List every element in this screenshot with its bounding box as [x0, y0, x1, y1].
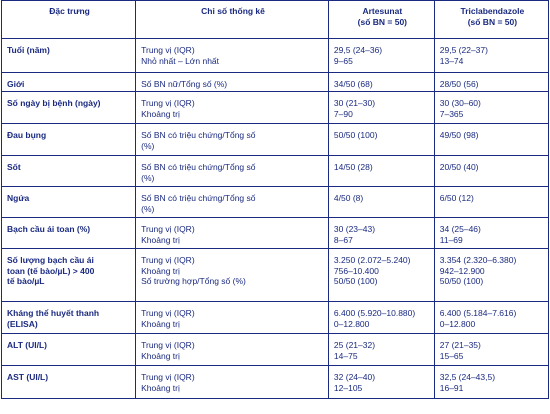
table-row — [2, 334, 549, 366]
stat-cell — [136, 156, 329, 187]
artesunat-cell — [328, 73, 434, 92]
artesunat-cell-line: 32 (24–40) — [333, 372, 376, 382]
triclabendazole-cell-line: 942–12.900 — [439, 265, 485, 276]
feature-cell-line: Sốt — [7, 162, 21, 172]
artesunat-cell — [328, 187, 434, 218]
artesunat-cell-line: 14/50 (28) — [333, 162, 373, 172]
artesunat-cell-line: 6.400 (5.920–10.880) — [333, 308, 416, 318]
characteristics-table — [1, 0, 549, 399]
artesunat-cell-line: 0–12.800 — [333, 318, 370, 329]
header-artesunat: Artesunat (số BN = 50) — [328, 1, 434, 39]
triclabendazole-cell-line: 29,5 (22–37) — [439, 45, 488, 55]
triclabendazole-cell — [434, 366, 548, 399]
stat-cell-line: Khoảng trị — [141, 234, 180, 245]
feature-cell — [2, 334, 136, 366]
feature-cell-line: tế bào/µL — [7, 276, 45, 287]
stat-cell-line: (%) — [141, 203, 155, 214]
stat-cell — [136, 249, 329, 302]
stat-cell — [136, 334, 329, 366]
feature-cell — [2, 124, 136, 156]
stat-cell-line: Trung vị (IQR) — [141, 372, 195, 382]
feature-cell-line: Số lượng bạch cầu ái — [7, 255, 94, 265]
stat-cell-line: Khoảng trị — [141, 382, 180, 393]
table-row — [2, 156, 549, 187]
artesunat-cell — [328, 39, 434, 73]
artesunat-cell-line: 50/50 (100) — [333, 276, 378, 287]
feature-cell-line: (ELISA) — [7, 318, 38, 329]
artesunat-cell — [328, 302, 434, 334]
stat-cell — [136, 366, 329, 399]
artesunat-cell — [328, 366, 434, 399]
feature-cell-line: ALT (UI/L) — [7, 340, 47, 350]
artesunat-cell — [328, 124, 434, 156]
triclabendazole-cell-line: 6/50 (12) — [439, 193, 474, 203]
triclabendazole-cell-line: 16–91 — [439, 382, 464, 393]
header-triclabendazole: Triclabendazole (số BN = 50) — [434, 1, 548, 39]
stat-cell-line: Trung vị (IQR) — [141, 98, 195, 108]
triclabendazole-cell — [434, 334, 548, 366]
artesunat-cell-line: 4/50 (8) — [333, 193, 364, 203]
artesunat-cell-line: 3.250 (2.072–5.240) — [333, 255, 411, 265]
artesunat-cell-line: 7–90 — [333, 108, 353, 119]
feature-cell — [2, 366, 136, 399]
triclabendazole-cell-line: 6.400 (5.184–7.616) — [439, 308, 517, 318]
feature-cell — [2, 39, 136, 73]
artesunat-cell-line: 9–65 — [333, 55, 353, 66]
table-row — [2, 124, 549, 156]
feature-cell-line: AST (UI/L) — [7, 372, 49, 382]
stat-cell-line: Trung vị (IQR) — [141, 308, 195, 318]
stat-cell — [136, 39, 329, 73]
feature-cell-line: Tuổi (năm) — [7, 45, 50, 55]
stat-cell-line: Số BN có triệu chứng/Tổng số — [141, 162, 256, 172]
triclabendazole-cell — [434, 249, 548, 302]
stat-cell-line: Số trường hợp/Tổng số (%) — [141, 276, 246, 287]
stat-cell — [136, 218, 329, 249]
stat-cell-line: Khoảng trị — [141, 350, 180, 361]
triclabendazole-cell-line: 49/50 (98) — [439, 130, 479, 140]
stat-cell-line: Khoảng trị — [141, 318, 180, 329]
table-row — [2, 249, 549, 302]
triclabendazole-cell — [434, 73, 548, 92]
stat-cell — [136, 302, 329, 334]
artesunat-cell — [328, 334, 434, 366]
table-row — [2, 73, 549, 92]
artesunat-cell-line: 8–67 — [333, 234, 353, 245]
stat-cell-line: Nhỏ nhất – Lớn nhất — [141, 55, 220, 66]
stat-cell-line: Trung vị (IQR) — [141, 224, 195, 234]
triclabendazole-cell — [434, 124, 548, 156]
artesunat-cell-line: 50/50 (100) — [333, 130, 378, 140]
triclabendazole-cell — [434, 39, 548, 73]
feature-cell-line: Bạch cầu ái toan (%) — [7, 224, 91, 234]
table-row — [2, 218, 549, 249]
table-row — [2, 366, 549, 399]
table-row — [2, 187, 549, 218]
artesunat-cell-line: 14–75 — [333, 350, 358, 361]
feature-cell-line: Số ngày bị bệnh (ngày) — [7, 98, 101, 108]
feature-cell — [2, 249, 136, 302]
feature-cell-line: Ngứa — [7, 193, 30, 203]
artesunat-cell — [328, 249, 434, 302]
triclabendazole-cell-line: 32,5 (24–43,5) — [439, 372, 496, 382]
artesunat-cell — [328, 156, 434, 187]
table-body — [2, 39, 549, 399]
header-feature: Đặc trưng — [2, 1, 136, 39]
artesunat-cell-line: 30 (21–30) — [333, 98, 376, 108]
triclabendazole-cell-line: 13–74 — [439, 55, 464, 66]
stat-cell-line: Số BN có triệu chứng/Tổng số — [141, 130, 256, 140]
stat-cell-line: Trung vị (IQR) — [141, 45, 195, 55]
triclabendazole-cell — [434, 187, 548, 218]
table-row — [2, 39, 549, 73]
artesunat-cell — [328, 92, 434, 124]
artesunat-cell-line: 34/50 (68) — [333, 79, 373, 89]
feature-cell-line: Kháng thể huyết thanh — [7, 308, 100, 318]
triclabendazole-cell-line: 28/50 (56) — [439, 79, 479, 89]
artesunat-cell-line: 29,5 (24–36) — [333, 45, 383, 55]
stat-cell — [136, 187, 329, 218]
stat-cell-line: Số BN có triệu chứng/Tổng số — [141, 193, 256, 203]
stat-cell-line: Khoảng trị — [141, 108, 180, 119]
header-row — [2, 1, 549, 39]
artesunat-cell-line: 12–105 — [333, 382, 363, 393]
feature-cell — [2, 187, 136, 218]
triclabendazole-cell — [434, 302, 548, 334]
triclabendazole-cell-line: 20/50 (40) — [439, 162, 479, 172]
table-row — [2, 302, 549, 334]
stat-cell-line: Số BN nữ/Tổng số (%) — [141, 79, 228, 89]
triclabendazole-cell — [434, 156, 548, 187]
feature-cell — [2, 92, 136, 124]
feature-cell-line: Giới — [7, 79, 25, 89]
feature-cell — [2, 73, 136, 92]
triclabendazole-cell-line: 0–12.800 — [439, 318, 476, 329]
feature-cell-line: Đau bụng — [7, 130, 47, 140]
triclabendazole-cell-line: 3.354 (2.320–6.380) — [439, 255, 517, 265]
table-row — [2, 92, 549, 124]
triclabendazole-cell-line: 7–365 — [439, 108, 464, 119]
stat-cell-line: (%) — [141, 140, 155, 151]
stat-cell-line: Trung vị (IQR) — [141, 340, 195, 350]
artesunat-cell-line: 25 (21–32) — [333, 340, 376, 350]
feature-cell — [2, 156, 136, 187]
artesunat-cell — [328, 218, 434, 249]
triclabendazole-cell-line: 15–65 — [439, 350, 464, 361]
triclabendazole-cell-line: 34 (25–46) — [439, 224, 481, 234]
stat-cell-line: Khoảng trị — [141, 265, 180, 276]
feature-cell — [2, 218, 136, 249]
triclabendazole-cell — [434, 92, 548, 124]
triclabendazole-cell-line: 11–69 — [439, 234, 463, 245]
header-stat: Chỉ số thống kê — [136, 1, 329, 39]
triclabendazole-cell-line: 27 (21–35) — [439, 340, 481, 350]
feature-cell-line: toan (tế bào/µL) > 400 — [7, 265, 95, 276]
stat-cell — [136, 73, 329, 92]
triclabendazole-cell-line: 50/50 (100) — [439, 276, 484, 287]
triclabendazole-cell — [434, 218, 548, 249]
stat-cell-line: Trung vị (IQR) — [141, 255, 195, 265]
triclabendazole-cell-line: 30 (30–60) — [439, 98, 481, 108]
stat-cell — [136, 92, 329, 124]
stat-cell — [136, 124, 329, 156]
artesunat-cell-line: 756–10.400 — [333, 265, 379, 276]
feature-cell — [2, 302, 136, 334]
stat-cell-line: (%) — [141, 172, 155, 183]
artesunat-cell-line: 30 (23–43) — [333, 224, 376, 234]
